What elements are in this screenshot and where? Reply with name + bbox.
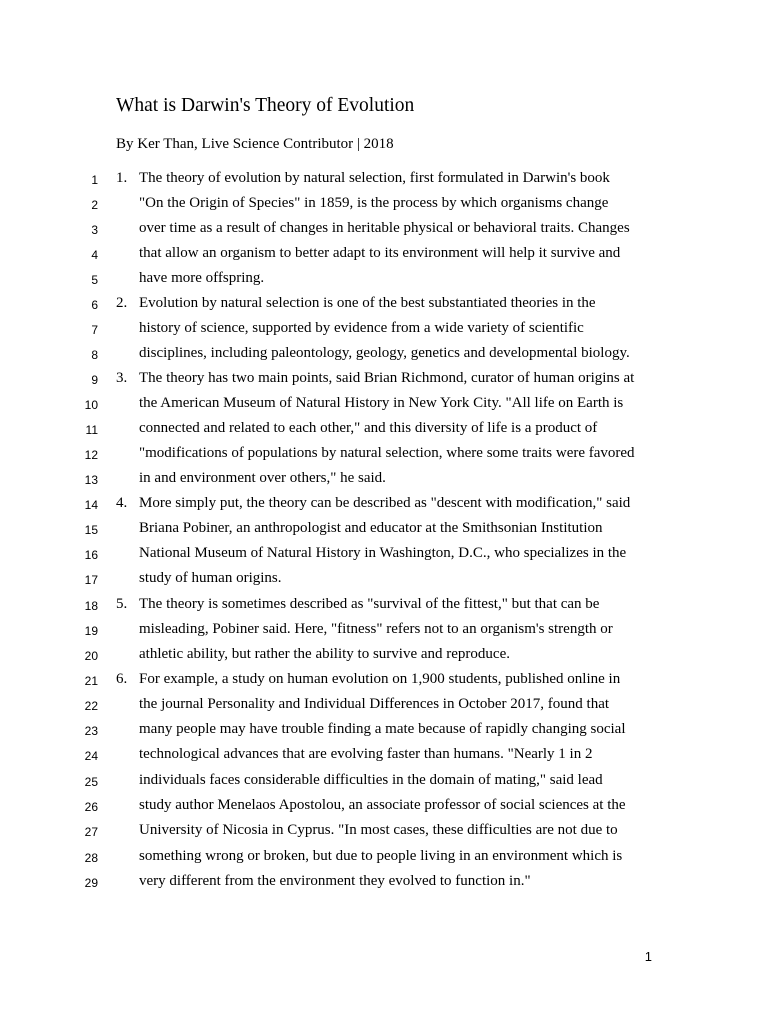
- line-text: Briana Pobiner, an anthropologist and educator at the Smithsonian Institution: [139, 520, 603, 536]
- line-number: 14: [84, 498, 98, 512]
- line-text: technological advances that are evolving faster than humans. "Nearly 1 in 2: [139, 746, 593, 762]
- document-line: [0, 670, 768, 695]
- line-number: 29: [84, 876, 98, 890]
- document-line: [0, 219, 768, 244]
- line-text: the journal Personality and Individual Differences in October 2017, found that: [139, 696, 610, 712]
- list-number: 6.: [116, 671, 128, 687]
- line-number: 23: [84, 724, 98, 738]
- line-text: that allow an organism to better adapt to its environment will help it survive and: [139, 245, 621, 261]
- line-number: 21: [84, 674, 98, 688]
- list-number: 1.: [116, 170, 128, 186]
- line-text: Evolution by natural selection is one of the best substantiated theories in the: [139, 295, 596, 311]
- line-text: in and environment over others," he said.: [139, 470, 386, 486]
- line-number: 3: [91, 223, 98, 237]
- line-number: 20: [84, 649, 98, 663]
- line-text: study author Menelaos Apostolou, an associate professor of social sciences at the: [139, 797, 626, 813]
- line-number: 24: [84, 749, 98, 763]
- line-text: study of human origins.: [139, 570, 282, 586]
- document-line: [0, 847, 768, 872]
- line-text: very different from the environment they evolved to function in.": [139, 873, 531, 889]
- line-number: 12: [84, 448, 98, 462]
- list-number: 5.: [116, 596, 128, 612]
- document-title: What is Darwin's Theory of Evolution: [116, 95, 415, 116]
- line-number: 17: [84, 573, 98, 587]
- document-line: [0, 745, 768, 770]
- line-text: More simply put, the theory can be described as "descent with modification," said: [139, 495, 631, 511]
- document-line: [0, 419, 768, 444]
- document-line: [0, 872, 768, 897]
- line-text: misleading, Pobiner said. Here, "fitness" refers not to an organism's strength or: [139, 621, 613, 637]
- document-line: [0, 469, 768, 494]
- line-text: individuals faces considerable difficulties in the domain of mating," said lead: [139, 772, 603, 788]
- line-text: over time as a result of changes in heritable physical or behavioral traits. Changes: [139, 220, 630, 236]
- line-text: The theory is sometimes described as "survival of the fittest," but that can be: [139, 596, 600, 612]
- line-text: the American Museum of Natural History in New York City. "All life on Earth is: [139, 395, 624, 411]
- document-line: [0, 194, 768, 219]
- line-text: "On the Origin of Species" in 1859, is the process by which organisms change: [139, 195, 609, 211]
- line-text: The theory of evolution by natural selection, first formulated in Darwin's book: [139, 170, 610, 186]
- document-line: [0, 645, 768, 670]
- line-text: The theory has two main points, said Brian Richmond, curator of human origins at: [139, 370, 635, 386]
- line-text: disciplines, including paleontology, geology, genetics and developmental biology.: [139, 345, 630, 361]
- line-number: 25: [84, 775, 98, 789]
- line-number: 2: [91, 198, 98, 212]
- document-line: [0, 269, 768, 294]
- line-number: 10: [84, 398, 98, 412]
- line-text: For example, a study on human evolution on 1,900 students, published online in: [139, 671, 621, 687]
- line-text: history of science, supported by evidence from a wide variety of scientific: [139, 320, 584, 336]
- line-text: something wrong or broken, but due to people living in an environment which is: [139, 848, 623, 864]
- document-line: [0, 595, 768, 620]
- line-number: 27: [84, 825, 98, 839]
- list-number: 2.: [116, 295, 128, 311]
- document-line: [0, 695, 768, 720]
- line-text: have more offspring.: [139, 270, 265, 286]
- document-line: [0, 169, 768, 194]
- line-number: 8: [91, 348, 98, 362]
- document-line: [0, 319, 768, 344]
- document-line: [0, 244, 768, 269]
- line-number: 5: [91, 273, 98, 287]
- document-line: [0, 494, 768, 519]
- list-number: 4.: [116, 495, 128, 511]
- line-number: 1: [91, 173, 98, 187]
- document-line: [0, 444, 768, 469]
- line-number: 16: [84, 548, 98, 562]
- line-number: 15: [84, 523, 98, 537]
- line-number: 4: [91, 248, 98, 262]
- document-line: [0, 796, 768, 821]
- document-line: [0, 771, 768, 796]
- line-text: "modifications of populations by natural selection, where some traits were favored: [139, 445, 635, 461]
- line-number: 13: [84, 473, 98, 487]
- line-number: 9: [91, 373, 98, 387]
- document-byline: By Ker Than, Live Science Contributor | 2018: [116, 136, 394, 152]
- line-number: 19: [84, 624, 98, 638]
- document-line: [0, 369, 768, 394]
- page-number: 1: [644, 949, 652, 964]
- line-number: 26: [84, 800, 98, 814]
- line-number: 11: [85, 423, 98, 437]
- line-text: athletic ability, but rather the ability to survive and reproduce.: [139, 646, 510, 662]
- line-text: University of Nicosia in Cyprus. "In most cases, these difficulties are not due to: [139, 822, 618, 838]
- document-line: [0, 344, 768, 369]
- document-line: [0, 569, 768, 594]
- document-line: [0, 294, 768, 319]
- line-number: 7: [91, 323, 98, 337]
- line-text: many people may have trouble finding a mate because of rapidly changing social: [139, 721, 626, 737]
- list-number: 3.: [116, 370, 128, 386]
- line-number: 18: [84, 599, 98, 613]
- line-text: connected and related to each other," and this diversity of life is a product of: [139, 420, 598, 436]
- document-line: [0, 544, 768, 569]
- document-line: [0, 519, 768, 544]
- line-number: 22: [84, 699, 98, 713]
- document-line: [0, 620, 768, 645]
- line-number: 28: [84, 851, 98, 865]
- line-text: National Museum of Natural History in Washington, D.C., who specializes in the: [139, 545, 627, 561]
- document-line: [0, 720, 768, 745]
- line-number: 6: [91, 298, 98, 312]
- document-line: [0, 821, 768, 846]
- document-line: [0, 394, 768, 419]
